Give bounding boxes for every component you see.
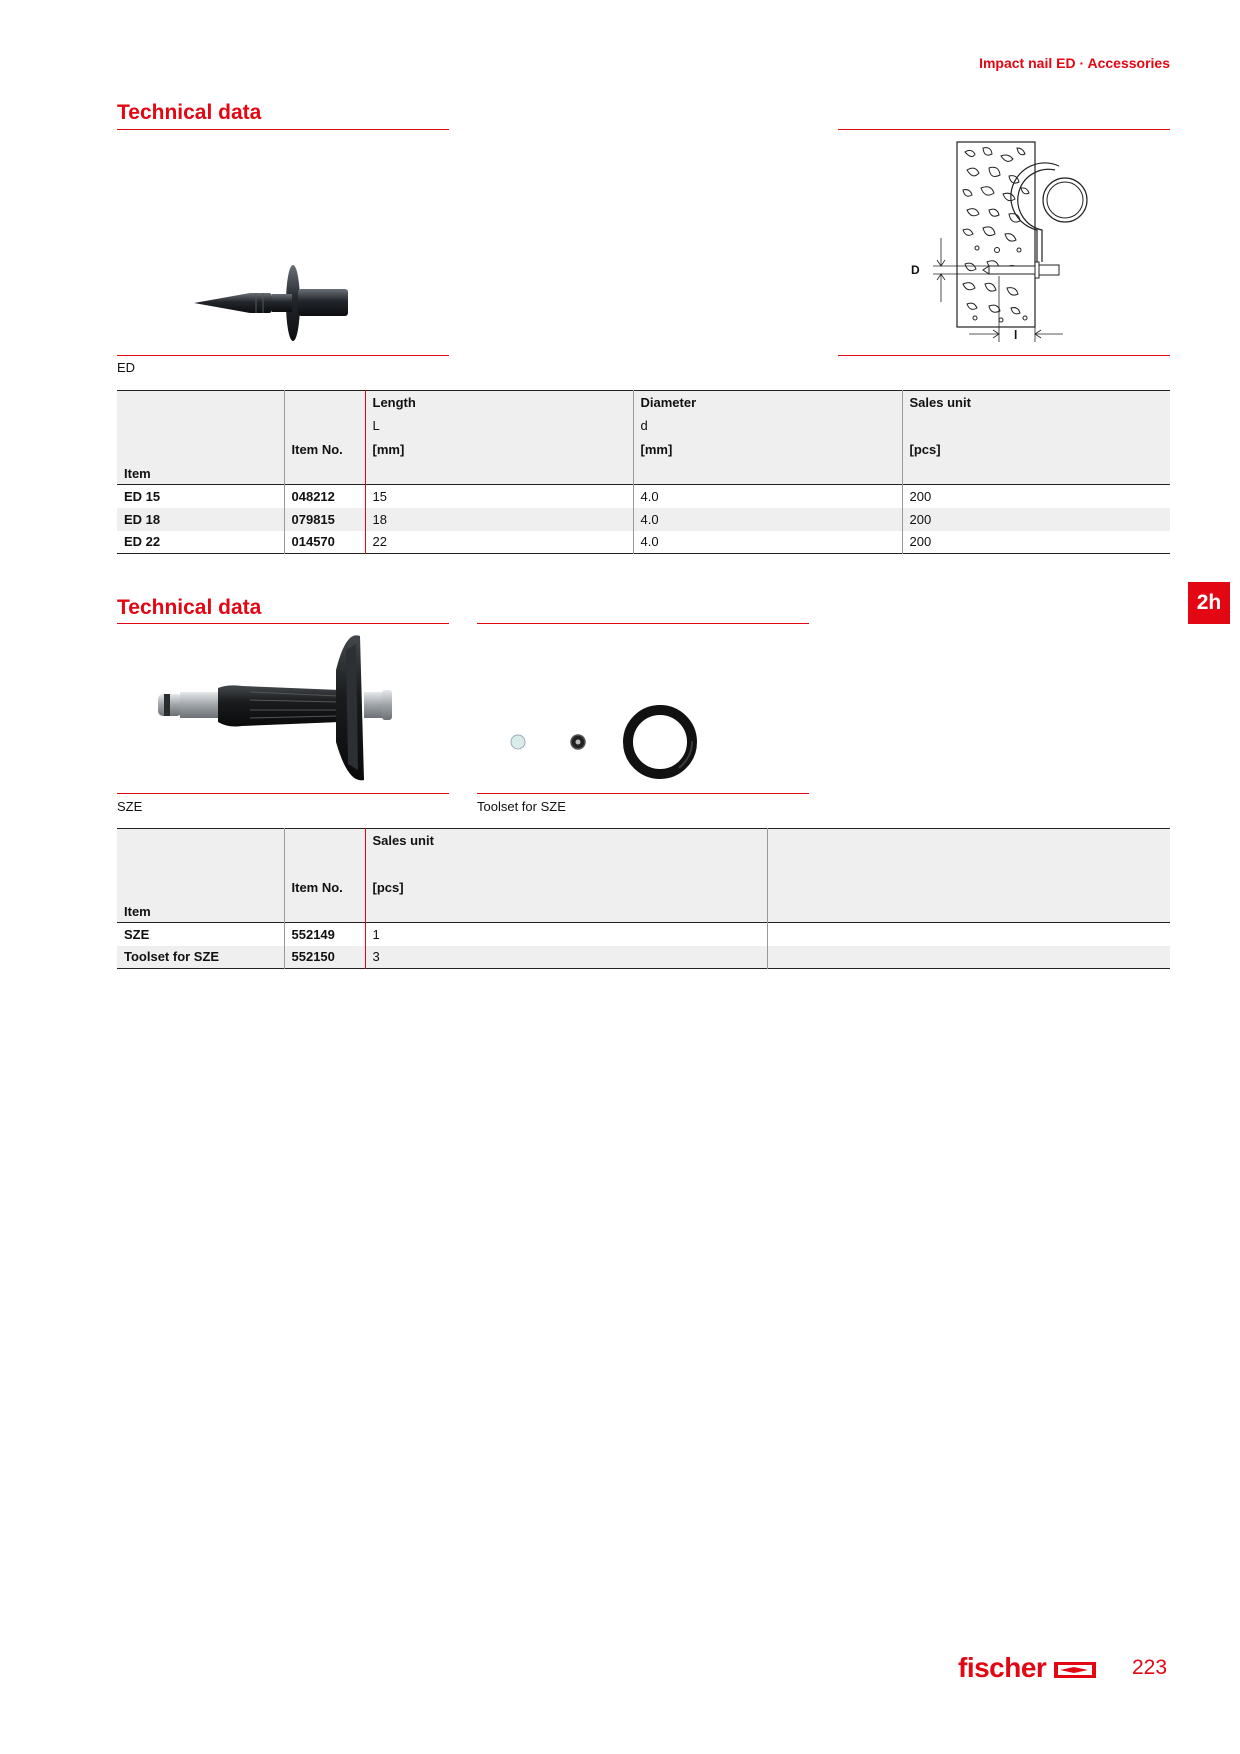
divider — [117, 355, 449, 356]
col-header-sales-unit: Sales unit — [902, 391, 1170, 415]
cell-item-no: 552149 — [284, 923, 365, 946]
col-header-diameter: Diameter — [633, 391, 902, 415]
col-header-item: Item — [117, 901, 284, 923]
table-row — [117, 485, 1170, 508]
technical-data-table-ed — [117, 390, 1170, 554]
cell-sales-unit: 1 — [365, 923, 767, 946]
cell-item: ED 15 — [124, 488, 161, 504]
brand-logo — [958, 1652, 1096, 1684]
section-title: Technical data — [117, 101, 262, 124]
col-unit-sales-unit: [pcs] — [365, 877, 767, 901]
table-row — [117, 923, 1170, 946]
dimension-label-l: l — [1014, 328, 1018, 342]
divider — [477, 793, 809, 794]
col-header-length: Length — [365, 391, 633, 415]
cell-sales-unit: 3 — [365, 946, 767, 969]
divider — [838, 355, 1170, 356]
col-unit-sales-unit: [pcs] — [902, 439, 1170, 463]
cell-diameter: 4.0 — [633, 485, 902, 508]
divider — [838, 129, 1170, 130]
cell-item: ED 22 — [124, 534, 161, 550]
cell-item-no: 014570 — [284, 531, 365, 554]
cell-sales-unit: 200 — [902, 485, 1170, 508]
col-unit-diameter: [mm] — [633, 439, 902, 463]
page-number: 223 — [1132, 1656, 1168, 1679]
page-header-title: Impact nail ED · Accessories — [979, 55, 1170, 71]
divider — [477, 623, 809, 624]
cell-item: ED 18 — [117, 508, 284, 531]
brand-mark-icon — [1054, 1662, 1096, 1678]
cell-item-no: 552150 — [284, 946, 365, 969]
divider — [117, 129, 449, 130]
cell-item: SZE — [124, 926, 150, 942]
col-symbol-length: L — [365, 415, 633, 439]
col-unit-length: [mm] — [365, 439, 633, 463]
cell-sales-unit: 200 — [902, 531, 1170, 554]
image-caption-toolset: Toolset for SZE — [477, 799, 566, 814]
col-header-sales-unit: Sales unit — [365, 829, 767, 853]
divider — [117, 623, 449, 624]
installation-diagram — [905, 138, 1120, 348]
technical-data-table-sze — [117, 828, 1170, 969]
image-caption-ed: ED — [117, 360, 136, 375]
dimension-label-d: D — [911, 263, 920, 277]
impact-nail-image — [190, 262, 360, 342]
col-header-item-no: Item No. — [284, 439, 365, 463]
cell-length: 22 — [365, 531, 633, 554]
table-row — [117, 946, 1170, 969]
toolset-image — [500, 700, 740, 790]
cell-item-no: 048212 — [284, 485, 365, 508]
cell-length: 18 — [365, 508, 633, 531]
divider — [117, 793, 449, 794]
cell-item: Toolset for SZE — [117, 946, 284, 969]
cell-item-no: 079815 — [284, 508, 365, 531]
cell-diameter: 4.0 — [633, 531, 902, 554]
image-caption-sze: SZE — [117, 799, 143, 814]
brand-name: fischer — [958, 1652, 1047, 1683]
chapter-tab: 2h — [1188, 582, 1230, 624]
cell-length: 15 — [365, 485, 633, 508]
section-title: Technical data — [117, 596, 262, 619]
table-row — [117, 508, 1170, 531]
col-symbol-diameter: d — [633, 415, 902, 439]
col-header-item: Item — [117, 463, 284, 485]
cell-diameter: 4.0 — [633, 508, 902, 531]
table-row — [117, 531, 1170, 554]
cell-sales-unit: 200 — [902, 508, 1170, 531]
col-header-item-no: Item No. — [284, 877, 365, 901]
setting-tool-image — [150, 630, 420, 785]
